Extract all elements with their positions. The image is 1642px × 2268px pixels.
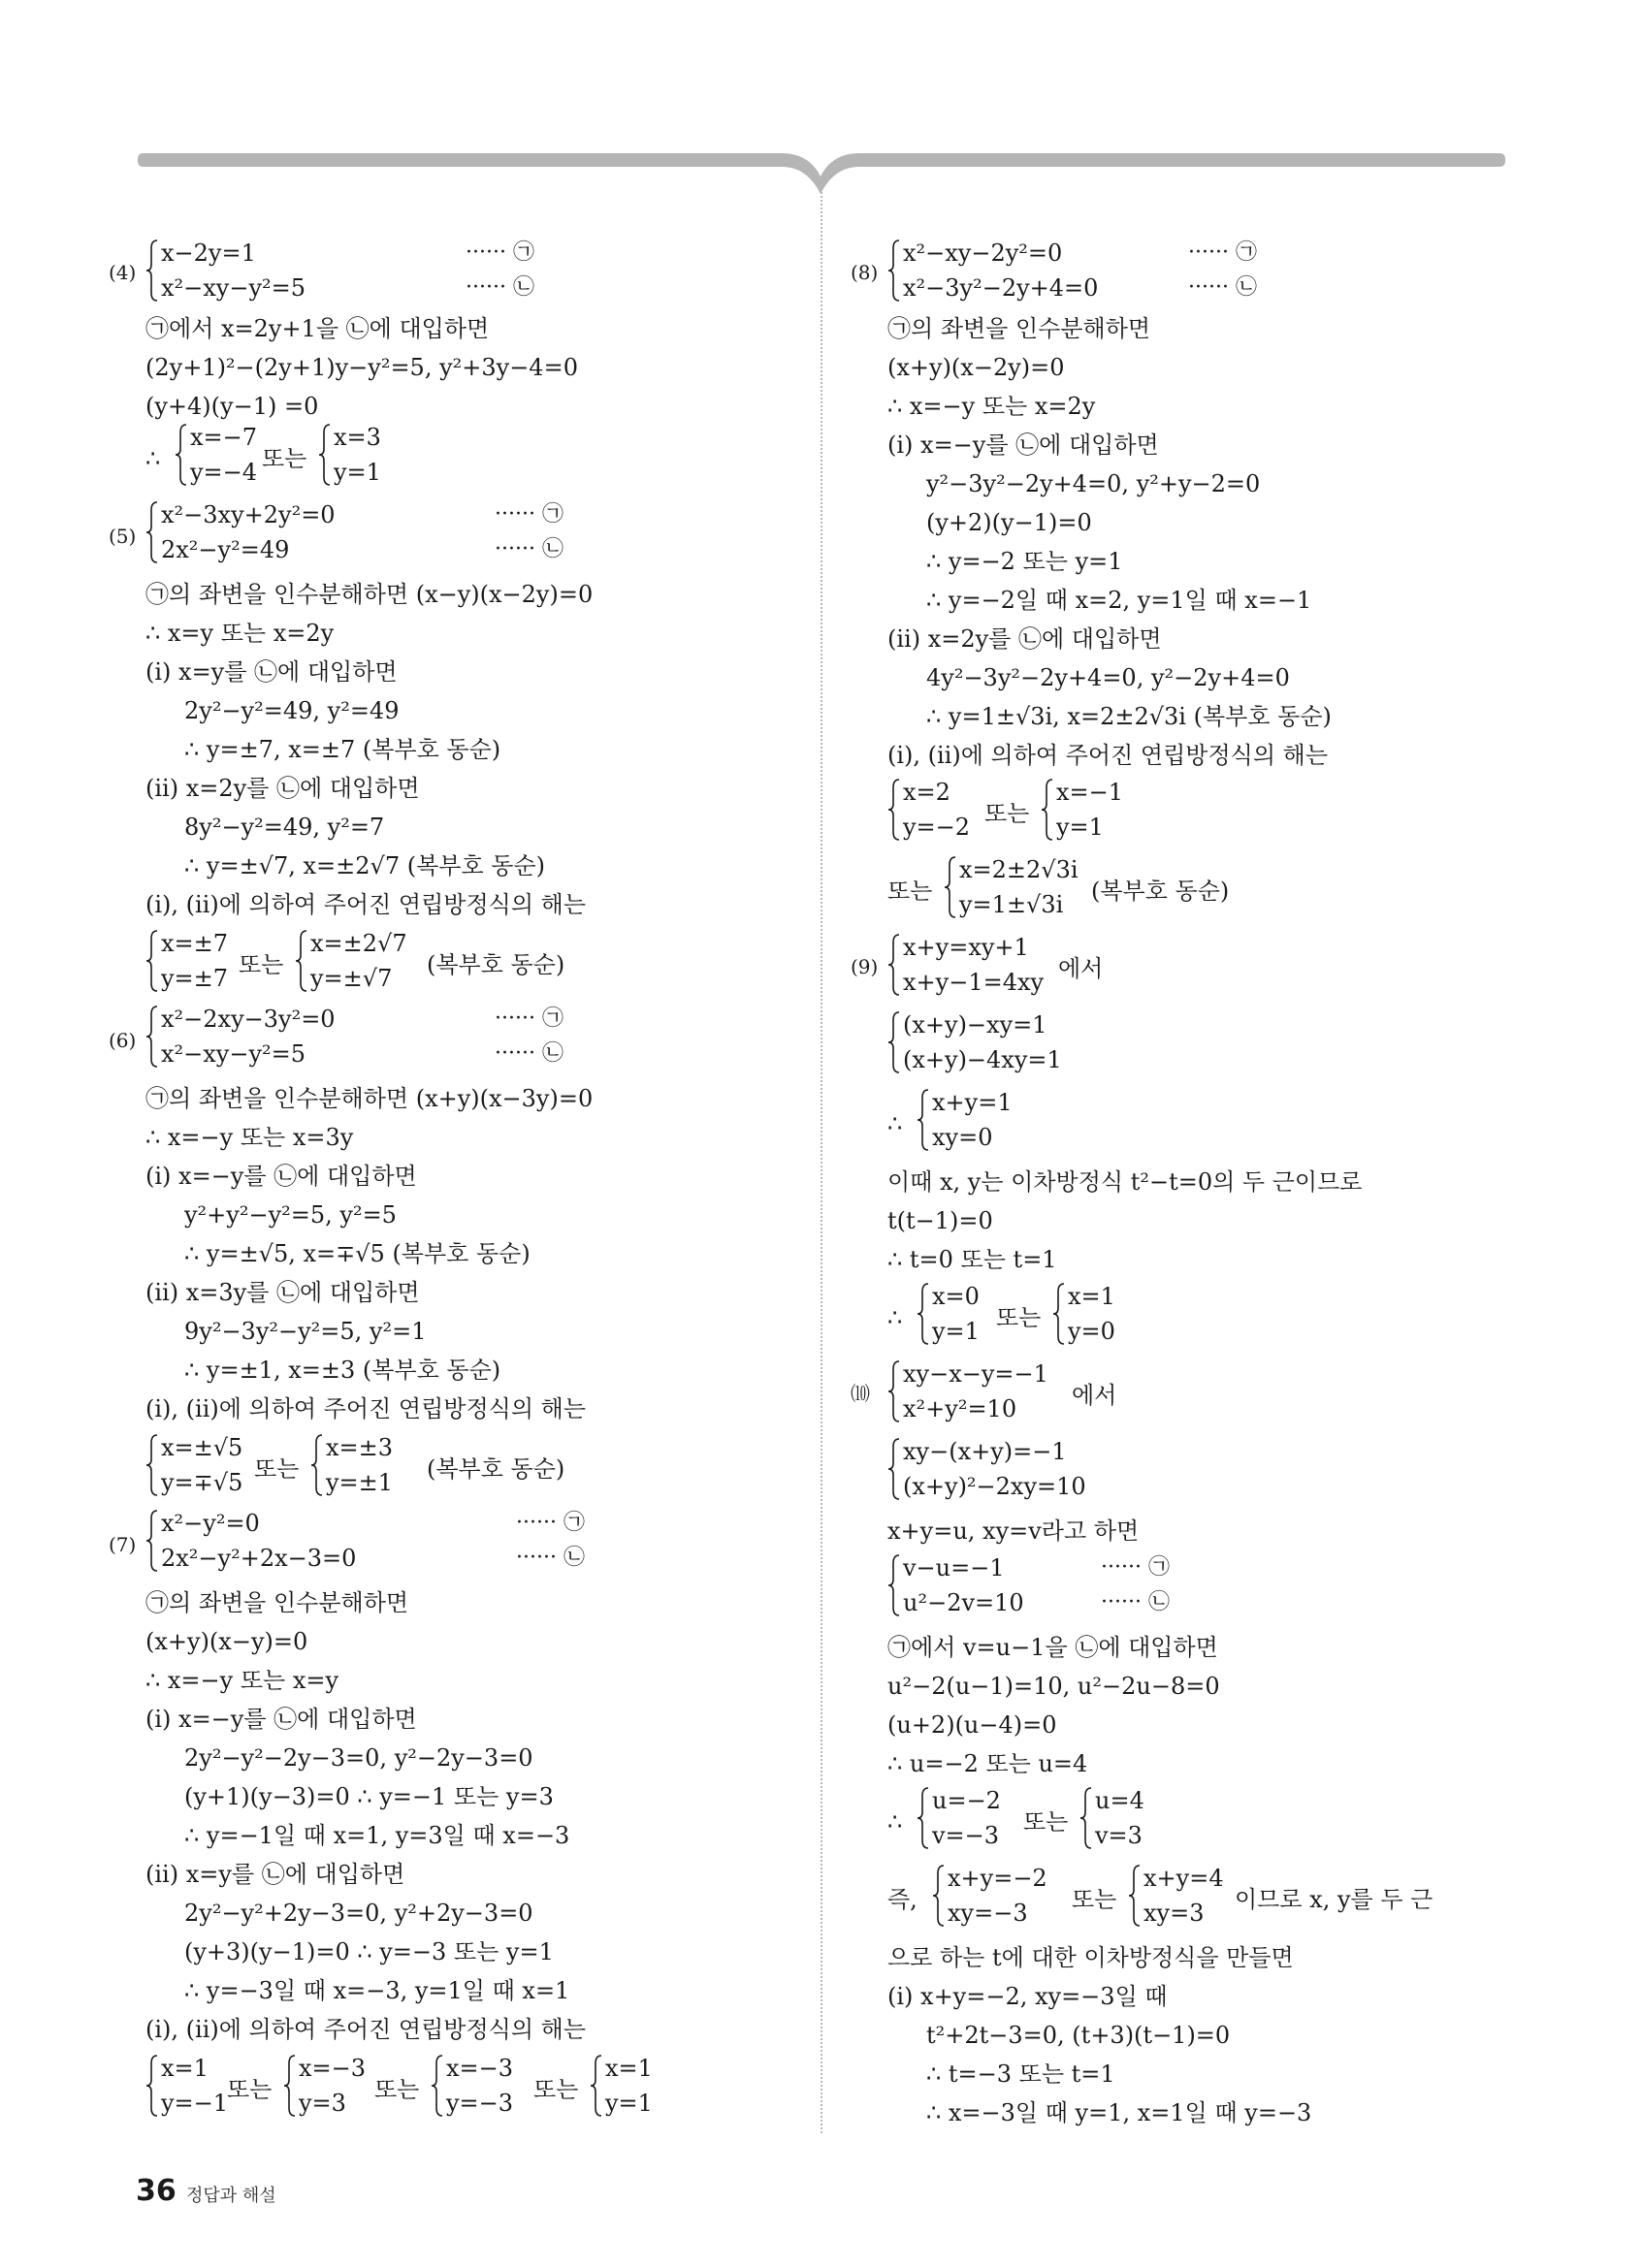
brace-icon bbox=[590, 2054, 603, 2118]
solution-line: 또는 bbox=[1023, 1808, 1069, 1836]
brace-icon bbox=[145, 1433, 159, 1497]
brace-icon bbox=[175, 423, 188, 487]
equation-line: (x+y)−xy=1 bbox=[903, 1011, 1047, 1038]
solution-line: 2y²−y²−2y−3=0, y²−2y−3=0 bbox=[184, 1744, 533, 1772]
solution-line: t(t−1)=0 bbox=[887, 1207, 993, 1234]
brace-icon bbox=[887, 1359, 901, 1423]
equation-line: x=±3 bbox=[326, 1434, 394, 1461]
equation-tag: ······ ㉠ bbox=[1188, 240, 1257, 265]
brace-icon bbox=[310, 1433, 324, 1497]
equation-line: x=0 bbox=[932, 1283, 980, 1310]
equation-tag: ······ ㉠ bbox=[516, 1511, 585, 1535]
equation-line: y=−4 bbox=[190, 459, 258, 486]
equation-tag: ······ ㉠ bbox=[495, 502, 563, 527]
equation-line: x=1 bbox=[1068, 1283, 1115, 1310]
solution-line: (복부호 동순) bbox=[427, 1455, 565, 1483]
solution-line: 이때 x, y는 이차방정식 t²−t=0의 두 근이므로 bbox=[887, 1168, 1363, 1196]
equation-line: y=1 bbox=[334, 459, 381, 486]
equation-line: x=±√5 bbox=[161, 1434, 243, 1461]
brace-icon bbox=[1041, 778, 1054, 842]
solution-line: 에서 bbox=[1058, 955, 1104, 982]
solution-line: (ⅱ) x=2y를 ㉡에 대입하면 bbox=[145, 775, 420, 802]
equation-line: (x+y)²−2xy=10 bbox=[903, 1473, 1086, 1500]
equation-line: x=2 bbox=[903, 779, 950, 806]
equation-tag: ······ ㉡ bbox=[516, 1546, 585, 1570]
equation-line: y=±1 bbox=[326, 1469, 394, 1496]
brace-icon bbox=[145, 1005, 159, 1069]
solution-line: 또는 bbox=[984, 800, 1030, 827]
equation-line: x²−2xy−3y²=0 bbox=[161, 1006, 336, 1033]
solution-line: (ⅱ) x=2y를 ㉡에 대입하면 bbox=[887, 625, 1162, 653]
equation-line: x−2y=1 bbox=[161, 240, 256, 267]
solution-line: ∴ bbox=[887, 1304, 903, 1331]
column-divider bbox=[821, 184, 822, 2133]
equation-line: x+y=−2 bbox=[948, 1865, 1047, 1892]
brace-icon bbox=[295, 929, 308, 993]
solution-line: ∴ t=−3 또는 t=1 bbox=[926, 2060, 1115, 2088]
solution-line: (ⅱ) x=3y를 ㉡에 대입하면 bbox=[145, 1279, 420, 1306]
solution-line: 9y²−3y²−y²=5, y²=1 bbox=[184, 1318, 427, 1345]
solution-line: 으로 하는 t에 대한 이차방정식을 만들면 bbox=[887, 1944, 1294, 1971]
solution-line: ∴ y=±1, x=±3 (복부호 동순) bbox=[184, 1357, 501, 1384]
solution-line: ∴ bbox=[887, 1110, 903, 1137]
solution-line: ∴ x=−y 또는 x=y bbox=[145, 1667, 339, 1694]
brace-icon bbox=[887, 1553, 901, 1617]
solution-line: (ⅰ), (ⅱ)에 의하여 주어진 연립방정식의 해는 bbox=[145, 1395, 587, 1422]
solution-line: 이므로 x, y를 두 근 bbox=[1235, 1886, 1433, 1913]
solution-line: (u+2)(u−4)=0 bbox=[887, 1711, 1057, 1739]
solution-line: (ⅰ) x=−y를 ㉡에 대입하면 bbox=[145, 1163, 417, 1190]
solution-line: y²−3y²−2y+4=0, y²+y−2=0 bbox=[926, 470, 1261, 497]
solution-line: 또는 bbox=[533, 2076, 579, 2103]
solution-line: 또는 bbox=[887, 878, 933, 905]
solution-line: ㉠의 좌변을 인수분해하면 bbox=[887, 315, 1151, 342]
equation-line: x=2±2√3i bbox=[959, 856, 1079, 883]
brace-icon bbox=[283, 2054, 297, 2118]
equation-line: u=4 bbox=[1095, 1787, 1144, 1814]
solution-line: ∴ bbox=[887, 1808, 903, 1836]
brace-icon bbox=[1052, 1282, 1066, 1346]
equation-line: x=1 bbox=[605, 2055, 653, 2082]
equation-line: y=±√7 bbox=[310, 965, 393, 992]
solution-line: ∴ y=−3일 때 x=−3, y=1일 때 x=1 bbox=[184, 1977, 570, 2004]
brace-icon bbox=[145, 1509, 159, 1573]
solution-line: (x+y)(x−2y)=0 bbox=[887, 354, 1065, 381]
solution-line: (y+1)(y−3)=0 ∴ y=−1 또는 y=3 bbox=[184, 1783, 554, 1810]
equation-line: 2x²−y²=49 bbox=[161, 536, 290, 563]
solution-line: 에서 bbox=[1072, 1382, 1117, 1409]
brace-icon bbox=[917, 1282, 930, 1346]
equation-line: y=1 bbox=[1056, 814, 1104, 841]
solution-line: (ⅰ) x=y를 ㉡에 대입하면 bbox=[145, 658, 398, 686]
solution-line: (ⅰ), (ⅱ)에 의하여 주어진 연립방정식의 해는 bbox=[887, 742, 1329, 769]
equation-line: xy=3 bbox=[1143, 1900, 1205, 1927]
solution-line: 또는 bbox=[262, 445, 307, 472]
brace-icon bbox=[887, 1010, 901, 1074]
equation-line: x+y−1=4xy bbox=[903, 969, 1045, 996]
solution-line: ㉠의 좌변을 인수분해하면 (x+y)(x−3y)=0 bbox=[145, 1085, 594, 1112]
solution-line: ∴ y=−1일 때 x=1, y=3일 때 x=−3 bbox=[184, 1822, 570, 1849]
equation-line: (x+y)−4xy=1 bbox=[903, 1046, 1062, 1073]
solution-line: 또는 bbox=[227, 2076, 273, 2103]
equation-line: x+y=xy+1 bbox=[903, 934, 1029, 961]
brace-icon bbox=[1128, 1864, 1142, 1928]
equation-line: y=−2 bbox=[903, 814, 971, 841]
solution-line: ∴ bbox=[145, 445, 161, 472]
brace-icon bbox=[431, 2054, 444, 2118]
solution-line: ∴ t=0 또는 t=1 bbox=[887, 1246, 1057, 1273]
equation-line: x=−1 bbox=[1056, 779, 1124, 806]
solution-line: y²+y²−y²=5, y²=5 bbox=[184, 1201, 397, 1229]
brace-icon bbox=[145, 500, 159, 564]
solution-line: ∴ x=−y 또는 x=3y bbox=[145, 1124, 354, 1151]
equation-tag: ······ ㉡ bbox=[495, 537, 563, 561]
solution-line: (ⅰ), (ⅱ)에 의하여 주어진 연립방정식의 해는 bbox=[145, 891, 587, 918]
equation-tag: ······ ㉡ bbox=[466, 275, 534, 300]
equation-line: x²−3xy+2y²=0 bbox=[161, 501, 336, 528]
solution-line: ∴ u=−2 또는 u=4 bbox=[887, 1750, 1088, 1777]
equation-line: y=0 bbox=[1068, 1318, 1115, 1345]
equation-line: y=±7 bbox=[161, 965, 229, 992]
solution-line: (x+y)(x−y)=0 bbox=[145, 1628, 308, 1655]
equation-tag: ······ ㉠ bbox=[495, 1006, 563, 1031]
equation-line: x²−y²=0 bbox=[161, 1510, 260, 1537]
equation-line: x=3 bbox=[334, 424, 381, 451]
equation-tag: ······ ㉡ bbox=[1188, 275, 1257, 300]
solution-line: (ⅰ) x=−y를 ㉡에 대입하면 bbox=[887, 431, 1159, 459]
equation-line: xy=−3 bbox=[948, 1900, 1028, 1927]
problem-number: ⑽ bbox=[851, 1382, 870, 1405]
brace-icon bbox=[318, 423, 332, 487]
solution-line: 또는 bbox=[1072, 1886, 1117, 1913]
equation-line: u=−2 bbox=[932, 1787, 1001, 1814]
equation-line: y=−3 bbox=[446, 2090, 514, 2117]
solution-line: ∴ y=±√5, x=∓√5 (복부호 동순) bbox=[184, 1240, 531, 1267]
problem-number: (6) bbox=[109, 1029, 137, 1052]
page-number: 36 bbox=[136, 2174, 177, 2208]
equation-line: 2x²−y²+2x−3=0 bbox=[161, 1545, 357, 1572]
equation-tag: ······ ㉡ bbox=[1101, 1590, 1170, 1614]
solution-line: (ⅰ), (ⅱ)에 의하여 주어진 연립방정식의 해는 bbox=[145, 2016, 587, 2043]
solution-line: t²+2t−3=0, (t+3)(t−1)=0 bbox=[926, 2022, 1231, 2049]
brace-icon bbox=[1079, 1786, 1093, 1850]
equation-line: u²−2v=10 bbox=[903, 1589, 1024, 1616]
solution-line: ∴ x=−3일 때 y=1, x=1일 때 y=−3 bbox=[926, 2099, 1312, 2126]
problem-number: (9) bbox=[851, 955, 879, 978]
solution-line: ∴ x=−y 또는 x=2y bbox=[887, 393, 1096, 420]
solution-line: ∴ y=1±√3i, x=2±2√3i (복부호 동순) bbox=[926, 703, 1332, 730]
brace-icon bbox=[887, 933, 901, 997]
equation-line: x=−3 bbox=[299, 2055, 367, 2082]
solution-line: (y+3)(y−1)=0 ∴ y=−3 또는 y=1 bbox=[184, 1938, 554, 1965]
brace-icon bbox=[944, 855, 957, 919]
solution-line: ∴ y=−2일 때 x=2, y=1일 때 x=−1 bbox=[926, 587, 1312, 614]
solution-line: (2y+1)²−(2y+1)y−y²=5, y²+3y−4=0 bbox=[145, 354, 578, 381]
equation-line: y=−1 bbox=[161, 2090, 229, 2117]
equation-line: y=1±√3i bbox=[959, 891, 1064, 918]
brace-icon bbox=[917, 1088, 930, 1152]
solution-line: (y+4)(y−1) =0 bbox=[145, 393, 319, 420]
equation-line: x²−xy−2y²=0 bbox=[903, 240, 1063, 267]
solution-line: 또는 bbox=[996, 1304, 1042, 1331]
solution-line: 4y²−3y²−2y+4=0, y²−2y+4=0 bbox=[926, 664, 1290, 691]
equation-line: x=−7 bbox=[190, 424, 258, 451]
brace-icon bbox=[145, 929, 159, 993]
solution-line: x+y=u, xy=v라고 하면 bbox=[887, 1517, 1140, 1545]
equation-line: x²−xy−y²=5 bbox=[161, 274, 306, 302]
equation-line: xy−(x+y)=−1 bbox=[903, 1438, 1067, 1465]
equation-line: xy=0 bbox=[932, 1124, 993, 1151]
solution-line: (복부호 동순) bbox=[427, 951, 565, 978]
equation-tag: ······ ㉠ bbox=[466, 240, 534, 265]
equation-line: x²+y²=10 bbox=[903, 1395, 1017, 1422]
equation-line: x²−3y²−2y+4=0 bbox=[903, 274, 1099, 302]
equation-line: v=3 bbox=[1095, 1822, 1143, 1849]
solution-line: ㉠에서 x=2y+1을 ㉡에 대입하면 bbox=[145, 315, 490, 342]
equation-line: y=1 bbox=[932, 1318, 980, 1345]
brace-icon bbox=[887, 778, 901, 842]
equation-line: xy−x−y=−1 bbox=[903, 1360, 1048, 1388]
solution-line: (ⅱ) x=y를 ㉡에 대입하면 bbox=[145, 1861, 405, 1888]
brace-icon bbox=[145, 2054, 159, 2118]
solution-line: ∴ y=−2 또는 y=1 bbox=[926, 548, 1123, 575]
solution-line: 8y²−y²=49, y²=7 bbox=[184, 814, 385, 841]
solution-line: (ⅰ) x=−y를 ㉡에 대입하면 bbox=[145, 1706, 417, 1733]
problem-number: (7) bbox=[109, 1533, 137, 1556]
equation-tag: ······ ㉡ bbox=[495, 1041, 563, 1066]
equation-line: x=±2√7 bbox=[310, 930, 407, 957]
brace-icon bbox=[887, 239, 901, 303]
solution-line: ㉠의 좌변을 인수분해하면 bbox=[145, 1589, 409, 1616]
brace-icon bbox=[932, 1864, 946, 1928]
solution-line: u²−2(u−1)=10, u²−2u−8=0 bbox=[887, 1673, 1220, 1700]
equation-line: x+y=4 bbox=[1143, 1865, 1224, 1892]
footer-label: 정답과 해설 bbox=[186, 2186, 276, 2206]
equation-line: y=3 bbox=[299, 2090, 346, 2117]
equation-line: x=±7 bbox=[161, 930, 229, 957]
solution-line: ㉠에서 v=u−1을 ㉡에 대입하면 bbox=[887, 1634, 1218, 1661]
solution-line: (y+2)(y−1)=0 bbox=[926, 509, 1092, 536]
problem-number: (8) bbox=[851, 261, 879, 284]
brace-icon bbox=[917, 1786, 930, 1850]
equation-line: y=∓√5 bbox=[161, 1469, 243, 1496]
equation-line: x+y=1 bbox=[932, 1089, 1013, 1116]
problem-number: (5) bbox=[109, 525, 137, 548]
solution-line: 2y²−y²=49, y²=49 bbox=[184, 697, 400, 724]
solution-line: 즉, bbox=[887, 1886, 918, 1913]
equation-tag: ······ ㉠ bbox=[1101, 1555, 1170, 1580]
solution-line: 또는 bbox=[254, 1455, 300, 1483]
equation-line: x=1 bbox=[161, 2055, 209, 2082]
solution-line: 2y²−y²+2y−3=0, y²+2y−3=0 bbox=[184, 1900, 533, 1927]
equation-line: x²−xy−y²=5 bbox=[161, 1040, 306, 1068]
solution-line: ㉠의 좌변을 인수분해하면 (x−y)(x−2y)=0 bbox=[145, 581, 594, 608]
brace-icon bbox=[887, 1437, 901, 1501]
solution-line: 또는 bbox=[374, 2076, 420, 2103]
equation-line: v=−3 bbox=[932, 1822, 1000, 1849]
solution-line: ∴ y=±7, x=±7 (복부호 동순) bbox=[184, 736, 501, 763]
solution-line: 또는 bbox=[239, 951, 284, 978]
equation-line: v−u=−1 bbox=[903, 1554, 1005, 1581]
problem-number: (4) bbox=[109, 261, 137, 284]
solution-line: ∴ x=y 또는 x=2y bbox=[145, 620, 335, 647]
equation-line: y=1 bbox=[605, 2090, 653, 2117]
solution-line: (ⅰ) x+y=−2, xy=−3일 때 bbox=[887, 1983, 1168, 2010]
brace-icon bbox=[145, 239, 159, 303]
solution-line: ∴ y=±√7, x=±2√7 (복부호 동순) bbox=[184, 852, 545, 879]
solution-line: (복부호 동순) bbox=[1091, 878, 1230, 905]
equation-line: x=−3 bbox=[446, 2055, 514, 2082]
